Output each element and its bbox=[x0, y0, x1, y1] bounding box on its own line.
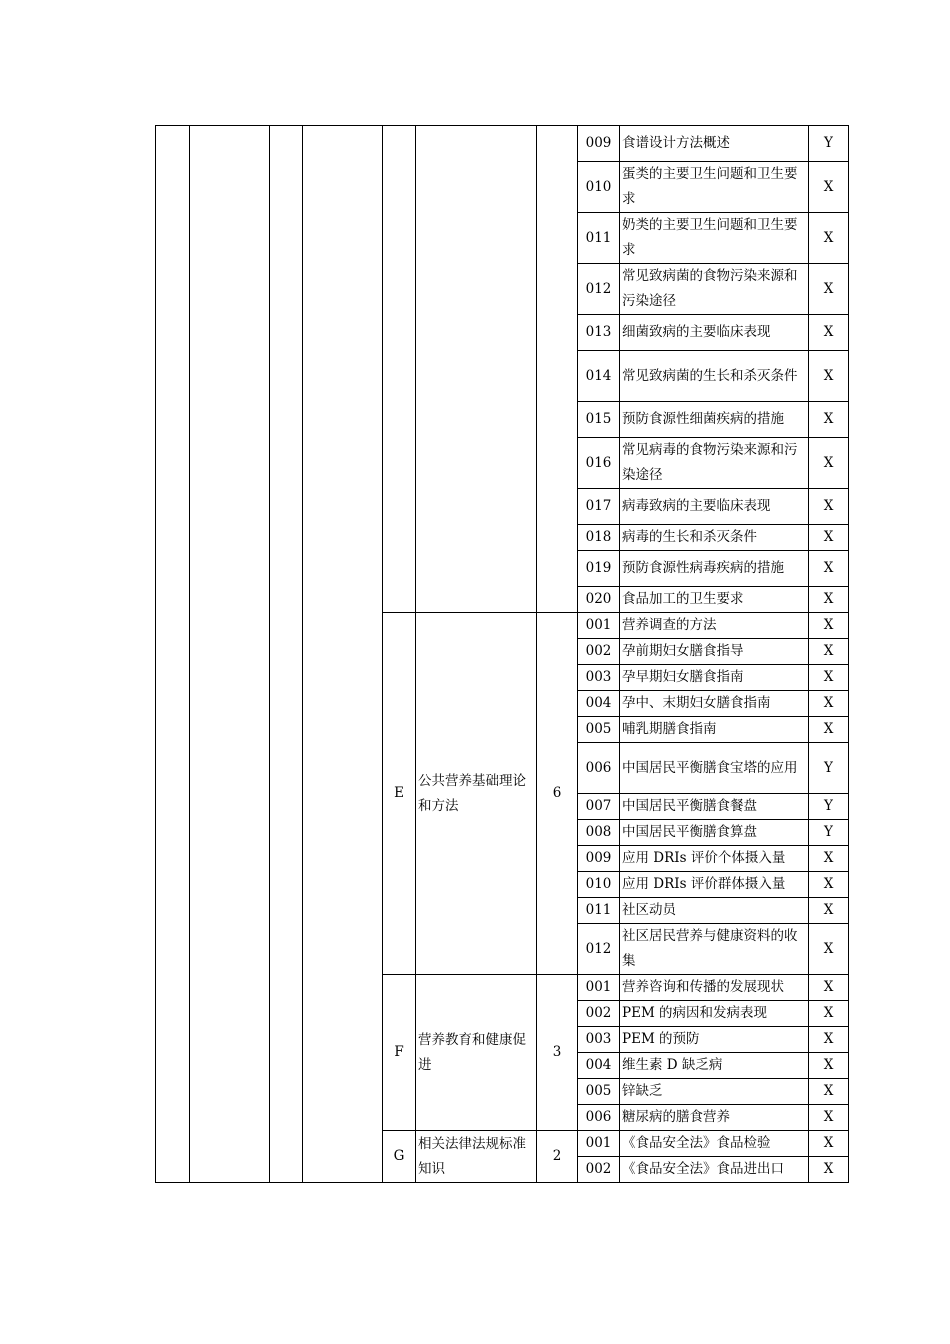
section-title: 相关法律法规标准知识 bbox=[416, 1131, 537, 1183]
item-mark: X bbox=[809, 551, 849, 587]
item-mark: X bbox=[809, 665, 849, 691]
item-text: 社区动员 bbox=[620, 898, 809, 924]
knowledge-point-table bbox=[155, 125, 849, 1183]
item-text: 孕早期妇女膳食指南 bbox=[620, 665, 809, 691]
item-code: 012 bbox=[578, 924, 620, 975]
item-mark: Y bbox=[809, 743, 849, 794]
section-letter: E bbox=[383, 613, 416, 975]
item-mark: X bbox=[809, 1027, 849, 1053]
item-text: 《食品安全法》食品进出口 bbox=[620, 1157, 809, 1183]
item-mark: X bbox=[809, 162, 849, 213]
item-text: 常见病毒的食物污染来源和污染途径 bbox=[620, 438, 809, 489]
item-code: 011 bbox=[578, 898, 620, 924]
item-code: 011 bbox=[578, 213, 620, 264]
empty-level-column-2 bbox=[190, 126, 270, 1183]
item-mark: X bbox=[809, 1131, 849, 1157]
item-code: 002 bbox=[578, 1001, 620, 1027]
item-mark: X bbox=[809, 1157, 849, 1183]
item-code: 002 bbox=[578, 639, 620, 665]
item-text: 锌缺乏 bbox=[620, 1079, 809, 1105]
item-text: 《食品安全法》食品检验 bbox=[620, 1131, 809, 1157]
section-count: 2 bbox=[537, 1131, 578, 1183]
item-code: 009 bbox=[578, 846, 620, 872]
section-letter bbox=[383, 126, 416, 613]
item-mark: Y bbox=[809, 126, 849, 162]
item-code: 010 bbox=[578, 162, 620, 213]
item-code: 006 bbox=[578, 1105, 620, 1131]
item-code: 005 bbox=[578, 717, 620, 743]
section-title: 公共营养基础理论和方法 bbox=[416, 613, 537, 975]
empty-level-column-3 bbox=[270, 126, 303, 1183]
item-text: 病毒的生长和杀灭条件 bbox=[620, 525, 809, 551]
item-text: 病毒致病的主要临床表现 bbox=[620, 489, 809, 525]
item-mark: X bbox=[809, 264, 849, 315]
item-code: 010 bbox=[578, 872, 620, 898]
item-text: PEM 的病因和发病表现 bbox=[620, 1001, 809, 1027]
item-text: 哺乳期膳食指南 bbox=[620, 717, 809, 743]
item-mark: X bbox=[809, 438, 849, 489]
item-text: 应用 DRIs 评价群体摄入量 bbox=[620, 872, 809, 898]
item-code: 004 bbox=[578, 691, 620, 717]
item-code: 018 bbox=[578, 525, 620, 551]
item-mark: X bbox=[809, 613, 849, 639]
item-mark: X bbox=[809, 1001, 849, 1027]
table-row bbox=[156, 126, 849, 162]
item-text: 细菌致病的主要临床表现 bbox=[620, 315, 809, 351]
item-code: 005 bbox=[578, 1079, 620, 1105]
item-text: 常见致病菌的食物污染来源和污染途径 bbox=[620, 264, 809, 315]
item-text: 常见致病菌的生长和杀灭条件 bbox=[620, 351, 809, 402]
item-code: 003 bbox=[578, 665, 620, 691]
item-mark: X bbox=[809, 898, 849, 924]
item-code: 008 bbox=[578, 820, 620, 846]
item-code: 001 bbox=[578, 975, 620, 1001]
item-mark: X bbox=[809, 351, 849, 402]
item-text: 营养调查的方法 bbox=[620, 613, 809, 639]
section-letter: G bbox=[383, 1131, 416, 1183]
item-text: 奶类的主要卫生问题和卫生要求 bbox=[620, 213, 809, 264]
section-title bbox=[416, 126, 537, 613]
item-code: 012 bbox=[578, 264, 620, 315]
item-text: 中国居民平衡膳食餐盘 bbox=[620, 794, 809, 820]
item-mark: X bbox=[809, 846, 849, 872]
item-code: 015 bbox=[578, 402, 620, 438]
item-mark: X bbox=[809, 1105, 849, 1131]
item-mark: X bbox=[809, 639, 849, 665]
item-mark: X bbox=[809, 691, 849, 717]
item-mark: X bbox=[809, 924, 849, 975]
item-text: 营养咨询和传播的发展现状 bbox=[620, 975, 809, 1001]
item-code: 017 bbox=[578, 489, 620, 525]
item-text: 预防食源性细菌疾病的措施 bbox=[620, 402, 809, 438]
item-code: 014 bbox=[578, 351, 620, 402]
item-mark: X bbox=[809, 1053, 849, 1079]
item-mark: X bbox=[809, 1079, 849, 1105]
item-text: 应用 DRIs 评价个体摄入量 bbox=[620, 846, 809, 872]
item-mark: X bbox=[809, 975, 849, 1001]
item-text: 食品加工的卫生要求 bbox=[620, 587, 809, 613]
item-code: 020 bbox=[578, 587, 620, 613]
item-code: 007 bbox=[578, 794, 620, 820]
item-code: 016 bbox=[578, 438, 620, 489]
item-text: 中国居民平衡膳食宝塔的应用 bbox=[620, 743, 809, 794]
item-code: 006 bbox=[578, 743, 620, 794]
item-mark: Y bbox=[809, 794, 849, 820]
item-code: 004 bbox=[578, 1053, 620, 1079]
item-code: 009 bbox=[578, 126, 620, 162]
item-text: 食谱设计方法概述 bbox=[620, 126, 809, 162]
section-count: 3 bbox=[537, 975, 578, 1131]
section-count bbox=[537, 126, 578, 613]
section-count: 6 bbox=[537, 613, 578, 975]
empty-level-column-1 bbox=[156, 126, 190, 1183]
item-text: 维生素 D 缺乏病 bbox=[620, 1053, 809, 1079]
item-code: 003 bbox=[578, 1027, 620, 1053]
item-mark: X bbox=[809, 213, 849, 264]
item-mark: X bbox=[809, 402, 849, 438]
item-text: 预防食源性病毒疾病的措施 bbox=[620, 551, 809, 587]
item-mark: X bbox=[809, 315, 849, 351]
empty-level-column-4 bbox=[303, 126, 383, 1183]
item-text: 中国居民平衡膳食算盘 bbox=[620, 820, 809, 846]
item-mark: X bbox=[809, 489, 849, 525]
item-code: 001 bbox=[578, 613, 620, 639]
item-text: 社区居民营养与健康资料的收集 bbox=[620, 924, 809, 975]
item-code: 013 bbox=[578, 315, 620, 351]
item-mark: X bbox=[809, 872, 849, 898]
item-mark: X bbox=[809, 587, 849, 613]
section-title: 营养教育和健康促进 bbox=[416, 975, 537, 1131]
item-mark: Y bbox=[809, 820, 849, 846]
item-text: 孕前期妇女膳食指导 bbox=[620, 639, 809, 665]
item-mark: X bbox=[809, 525, 849, 551]
section-letter: F bbox=[383, 975, 416, 1131]
item-text: 蛋类的主要卫生问题和卫生要求 bbox=[620, 162, 809, 213]
item-text: 糖尿病的膳食营养 bbox=[620, 1105, 809, 1131]
item-text: PEM 的预防 bbox=[620, 1027, 809, 1053]
item-code: 001 bbox=[578, 1131, 620, 1157]
item-code: 002 bbox=[578, 1157, 620, 1183]
item-text: 孕中、末期妇女膳食指南 bbox=[620, 691, 809, 717]
item-code: 019 bbox=[578, 551, 620, 587]
table-body bbox=[156, 126, 849, 1183]
item-mark: X bbox=[809, 717, 849, 743]
